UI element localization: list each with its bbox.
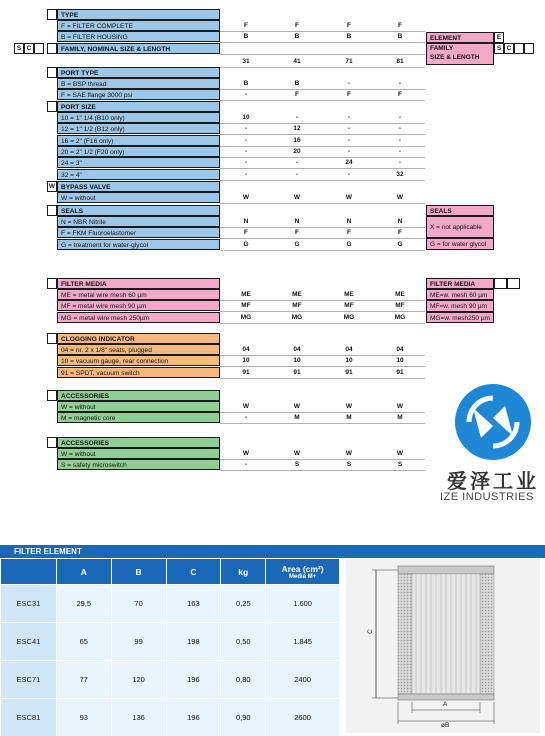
element-side-family: FAMILY SIZE & LENGTH xyxy=(426,43,494,65)
cell-kg: 0,50 xyxy=(221,623,266,661)
cell-name: ESC41 xyxy=(1,623,57,661)
code-box xyxy=(47,67,57,78)
cell-b: 136 xyxy=(111,699,166,736)
cell-area: 2400 xyxy=(266,661,340,699)
area-media-sub: Media M+ xyxy=(289,573,317,580)
cell-a: 77 xyxy=(56,661,111,699)
accessories1-value: W xyxy=(345,403,353,410)
port-size-row: 32 = 4" xyxy=(57,169,220,180)
row-divider xyxy=(220,470,425,471)
type-value: F xyxy=(244,22,248,29)
col-header-b: B xyxy=(111,559,166,585)
port-size-value: - xyxy=(244,147,248,155)
type-value: B xyxy=(243,33,249,41)
row-divider xyxy=(220,203,425,204)
seals-value: N xyxy=(346,218,352,225)
filter-element-header-row xyxy=(1,559,340,585)
row-divider xyxy=(220,250,425,251)
cell-name: ESC81 xyxy=(1,699,57,736)
cell-area: 1.845 xyxy=(266,623,340,661)
row-divider xyxy=(220,180,425,181)
filter-element-body xyxy=(1,585,340,736)
bypass-row: W = without xyxy=(57,192,220,203)
row-divider xyxy=(220,423,425,424)
row-divider xyxy=(220,100,425,101)
port-size-value: - xyxy=(244,159,248,167)
seals-side-header: SEALS xyxy=(426,205,494,216)
dim-b-label: øB xyxy=(441,722,450,729)
port-type-row: B = BSP thread xyxy=(57,78,220,89)
cell-name: ESC31 xyxy=(1,585,57,623)
port-size-value: 10 xyxy=(242,114,250,121)
seals-value: N xyxy=(243,218,249,225)
port-type-row: F = SAE flange 3000 psi xyxy=(57,89,220,100)
port-size-row: 24 = 3" xyxy=(57,157,220,168)
media-row: MF = metal wire mesh 90 µm xyxy=(57,300,220,311)
col-header-c: C xyxy=(166,559,221,585)
port-size-value: 16 xyxy=(293,136,301,144)
media-value: ME xyxy=(241,291,251,298)
table-row xyxy=(1,661,340,699)
cell-a: 29,5 xyxy=(56,585,111,623)
seals-value: G xyxy=(397,240,403,248)
cell-c: 163 xyxy=(166,585,221,623)
accessories2-value: W xyxy=(293,450,301,457)
code-box xyxy=(47,437,57,448)
family-value: 71 xyxy=(345,58,353,65)
bypass-value: W xyxy=(396,194,404,201)
media-value: MG xyxy=(291,313,303,321)
port-size-value: - xyxy=(295,170,299,178)
seals-value: N xyxy=(397,218,403,225)
code-box xyxy=(47,278,57,289)
row-divider xyxy=(220,378,425,379)
media-value: MG xyxy=(240,313,252,321)
type-value: B xyxy=(346,33,352,41)
cell-area: 2600 xyxy=(266,699,340,736)
port-size-value: - xyxy=(347,114,351,121)
media-side-header: FILTER MEDIA xyxy=(426,278,494,289)
port-size-value: - xyxy=(398,147,402,155)
media-side-row: ME=w. mesh 60 µm xyxy=(426,289,494,300)
port-type-value: F xyxy=(295,91,299,99)
port-size-value: - xyxy=(398,159,402,167)
port-type-value: F xyxy=(398,91,402,99)
port-size-value: - xyxy=(295,159,299,167)
port-type-value: B xyxy=(243,80,249,87)
accessories2-value: S xyxy=(397,461,403,469)
clog-value: 91 xyxy=(345,368,353,376)
port-size-row: 20 = 2" 1/2 (F20 only) xyxy=(57,146,220,157)
bypass-value: W xyxy=(345,194,353,201)
code-box xyxy=(507,278,520,289)
clog-value: 04 xyxy=(345,346,353,353)
accessories1-header: ACCESSORIES xyxy=(57,390,220,401)
accessories1-value: M xyxy=(346,414,352,422)
media-value: MF xyxy=(292,302,302,310)
filter-element-drawing xyxy=(346,558,540,733)
cell-b: 70 xyxy=(111,585,166,623)
cell-b: 120 xyxy=(111,661,166,699)
cell-b: 99 xyxy=(111,623,166,661)
port-type-value: - xyxy=(244,91,248,99)
clog-value: 04 xyxy=(293,346,301,353)
seals-value: G xyxy=(346,240,352,248)
media-side-row: MG=w. mesh250 µm xyxy=(426,312,494,323)
media-value: ME xyxy=(344,291,354,298)
cell-c: 196 xyxy=(166,661,221,699)
type-value: F xyxy=(398,22,402,29)
cell-c: 196 xyxy=(166,699,221,736)
code-box xyxy=(47,390,57,401)
bypass-header: BYPASS VALVE xyxy=(57,181,220,192)
cell-name: ESC71 xyxy=(1,661,57,699)
media-row: MG = metal wire mesh 250µm xyxy=(57,312,220,323)
element-side-header: ELEMENT xyxy=(426,32,494,43)
port-size-value: 24 xyxy=(345,159,353,167)
accessories2-value: W xyxy=(242,450,250,457)
accessories1-value: W xyxy=(293,403,301,410)
seals-row: G = treatment for water-glycol xyxy=(57,239,220,250)
dim-a-label: A xyxy=(443,701,448,708)
clog-value: 04 xyxy=(242,346,250,353)
port-size-value: - xyxy=(295,114,299,121)
clog-value: 04 xyxy=(396,346,404,353)
row-divider xyxy=(220,323,425,324)
port-size-value: - xyxy=(244,136,248,144)
bypass-code-box: W xyxy=(48,183,56,190)
clog-value: 10 xyxy=(293,357,301,365)
port-size-value: 32 xyxy=(396,170,404,178)
accessories2-row: S = safety microswitch xyxy=(57,459,220,470)
col-header-kg: kg xyxy=(221,559,266,585)
accessories1-value: M xyxy=(397,414,403,422)
ize-logo-icon xyxy=(455,384,531,460)
family-value: 41 xyxy=(293,58,301,65)
port-size-value: - xyxy=(398,114,402,121)
media-value: MG xyxy=(394,313,406,321)
dim-c-label: C xyxy=(366,629,374,634)
accessories1-row: M = magnetic core xyxy=(57,412,220,423)
area-label: Area (cm²) xyxy=(281,563,324,574)
clog-value: 10 xyxy=(345,357,353,365)
clog-row: 91 = SPDT, vacuum switch xyxy=(57,367,220,378)
cell-kg: 0,80 xyxy=(221,661,266,699)
port-type-header: PORT TYPE xyxy=(57,67,220,78)
port-type-value: - xyxy=(398,80,402,87)
accessories2-value: W xyxy=(345,450,353,457)
seals-value: F xyxy=(244,229,248,237)
col-header-name xyxy=(1,559,57,585)
port-size-row: 16 = 2" (F16 only) xyxy=(57,135,220,146)
type-value: F xyxy=(295,22,299,29)
media-value: MF xyxy=(344,302,354,310)
family-value: 81 xyxy=(396,58,404,65)
bypass-value: W xyxy=(242,194,250,201)
code-box xyxy=(47,205,57,216)
port-size-value: - xyxy=(347,147,351,155)
clog-row: 04 = nr. 2 x 1/8" seats, plugged xyxy=(57,344,220,355)
accessories2-value: S xyxy=(294,461,300,469)
port-size-value: - xyxy=(398,125,402,133)
port-size-value: - xyxy=(347,170,351,178)
family-value: 31 xyxy=(242,58,250,65)
seals-value: F xyxy=(295,229,299,237)
seals-value: N xyxy=(294,218,300,225)
clog-value: 91 xyxy=(242,368,250,376)
code-box xyxy=(47,9,57,20)
seals-row: N = NBR Nitrile xyxy=(57,216,220,227)
accessories2-value: - xyxy=(244,461,248,469)
row-divider xyxy=(220,54,425,55)
media-side-row: MF=w. mesh 90 µm xyxy=(426,300,494,311)
clog-value: 91 xyxy=(396,368,404,376)
cell-kg: 0,25 xyxy=(221,585,266,623)
accessories1-row: W = without xyxy=(57,401,220,412)
seals-value: G xyxy=(243,240,249,248)
port-size-row: 12 = 1" 1/2 (B12 only) xyxy=(57,123,220,134)
family-header: FAMILY, NOMINAL SIZE & LENGTH xyxy=(57,43,220,54)
col-header-area xyxy=(266,559,340,585)
media-header: FILTER MEDIA xyxy=(57,278,220,289)
cell-area: 1.600 xyxy=(266,585,340,623)
code-box xyxy=(47,333,57,344)
type-value: B xyxy=(397,33,403,41)
filter-element-table xyxy=(0,558,340,736)
media-value: MF xyxy=(395,302,405,310)
cell-a: 65 xyxy=(56,623,111,661)
element-code-box: E xyxy=(494,32,504,43)
media-value: ME xyxy=(395,291,405,298)
code-box xyxy=(524,43,534,54)
media-row: ME = metal wire mesh 60 µm xyxy=(57,289,220,300)
seals-value: F xyxy=(398,229,402,237)
logo-english-text: IZE INDUSTRIES xyxy=(440,491,534,503)
accessories1-value: W xyxy=(242,403,250,410)
seals-header: SEALS xyxy=(57,205,220,216)
logo-chinese-text: 爱泽工业 xyxy=(447,469,539,493)
clog-value: 10 xyxy=(396,357,404,365)
port-size-row: 10 = 1" 1/4 (B10 only) xyxy=(57,112,220,123)
port-type-value: F xyxy=(347,91,351,99)
seals-row: F = FKM Fluoroelastomer xyxy=(57,227,220,238)
col-header-a: A xyxy=(56,559,111,585)
accessories2-row: W = without xyxy=(57,448,220,459)
element-prefix-c: C xyxy=(504,43,514,54)
accessories2-header: ACCESSORIES xyxy=(57,437,220,448)
clog-value: 10 xyxy=(242,357,250,365)
code-box xyxy=(47,43,57,54)
type-value: B xyxy=(294,33,300,41)
accessories1-value: - xyxy=(244,414,248,422)
media-value: MF xyxy=(241,302,251,310)
type-row: F = FILTER COMPLETE xyxy=(57,20,220,31)
bypass-value: W xyxy=(293,194,301,201)
port-size-value: - xyxy=(244,170,248,178)
prefix-s: S xyxy=(14,43,24,54)
cell-a: 93 xyxy=(56,699,111,736)
prefix-c: C xyxy=(24,43,34,54)
accessories1-value: M xyxy=(294,414,300,422)
type-row: B = FILTER HOUSING xyxy=(57,31,220,42)
table-row xyxy=(1,585,340,623)
port-size-value: 12 xyxy=(293,125,301,133)
code-box xyxy=(494,278,507,289)
code-box xyxy=(514,43,524,54)
code-box xyxy=(47,101,57,112)
port-size-value: - xyxy=(347,136,351,144)
clog-header: CLOGGING INDICATOR xyxy=(57,333,220,344)
cell-kg: 0,90 xyxy=(221,699,266,736)
clog-value: 91 xyxy=(293,368,301,376)
row-divider xyxy=(220,67,425,68)
code-box xyxy=(34,43,44,54)
port-size-value: 20 xyxy=(293,147,301,155)
cell-c: 198 xyxy=(166,623,221,661)
port-type-value: - xyxy=(347,80,351,87)
media-value: MG xyxy=(343,313,355,321)
table-row xyxy=(1,623,340,661)
logo-arrows-icon xyxy=(455,384,531,460)
filter-element-title: FILTER ELEMENT xyxy=(0,545,545,558)
media-value: ME xyxy=(292,291,302,298)
type-value: F xyxy=(347,22,351,29)
port-size-value: - xyxy=(398,136,402,144)
table-row xyxy=(1,699,340,736)
port-size-value: - xyxy=(244,125,248,133)
accessories2-value: W xyxy=(396,450,404,457)
seals-value: F xyxy=(347,229,351,237)
accessories1-value: W xyxy=(396,403,404,410)
clog-row: 10 = vacuum gauge, rear connection xyxy=(57,355,220,366)
element-prefix-s: S xyxy=(494,43,504,54)
row-divider xyxy=(220,42,425,43)
port-type-value: B xyxy=(294,80,300,87)
type-header: TYPE xyxy=(57,9,220,20)
port-size-value: - xyxy=(347,125,351,133)
seals-side-glycol: G = for water glycol xyxy=(426,238,494,250)
seals-value: G xyxy=(294,240,300,248)
accessories2-value: S xyxy=(346,461,352,469)
seals-side-na: X = not applicable xyxy=(426,216,494,238)
port-size-header: PORT SIZE xyxy=(57,101,220,112)
